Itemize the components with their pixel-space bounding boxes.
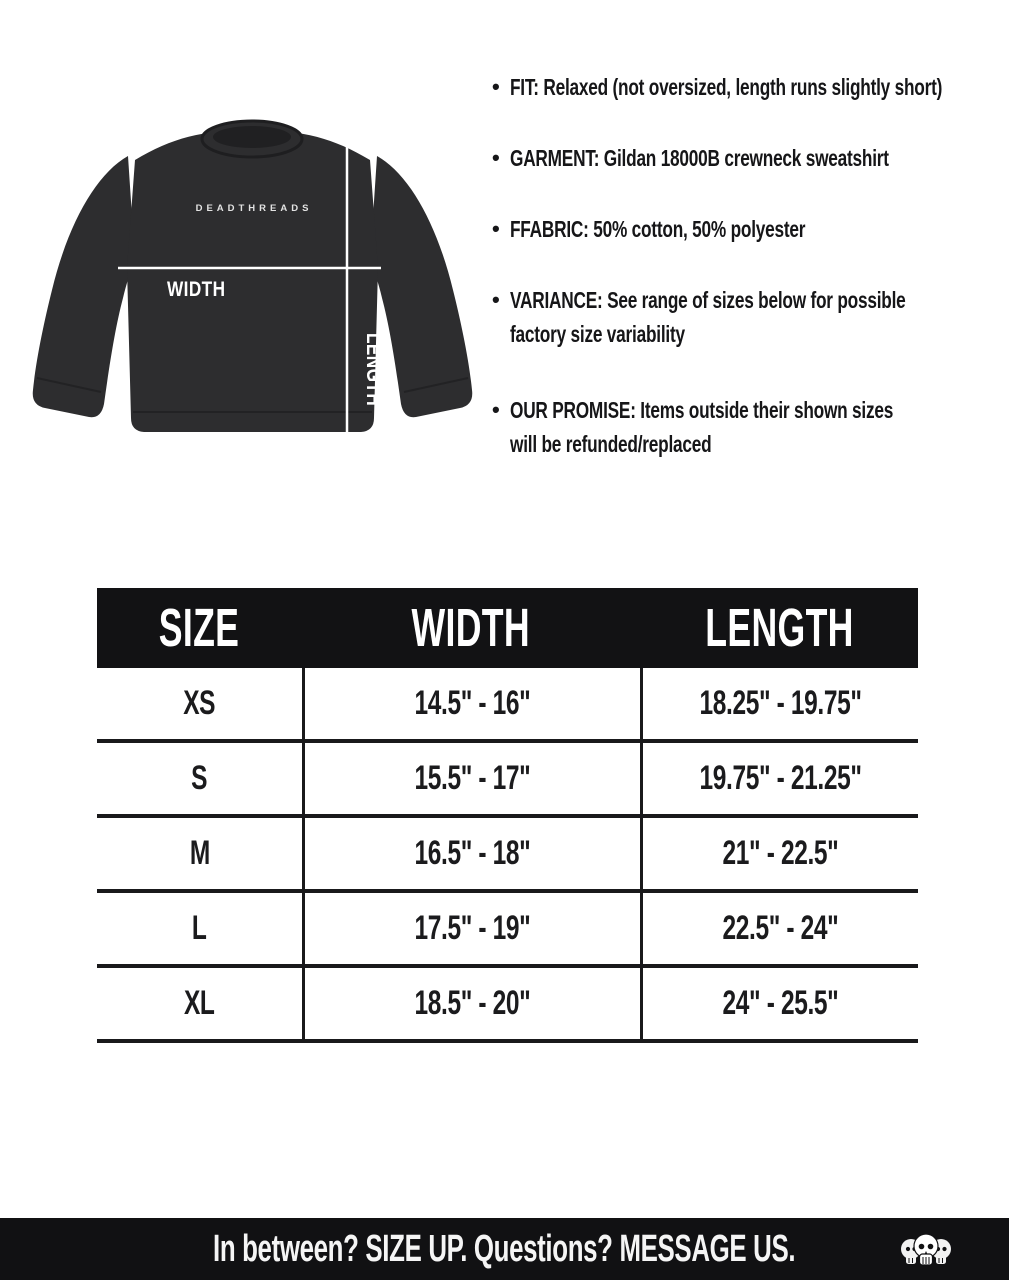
cell-length [640,968,918,1039]
size-value: XS [183,684,216,722]
product-details-list [492,70,1002,498]
cell-length [640,818,918,889]
brand-print: DEADTHREADS [195,203,313,214]
bullet-icon: • [492,216,500,241]
cell-size [97,743,302,814]
width-value: 14.5" - 16" [414,684,531,722]
size-value: S [191,759,208,797]
cell-width [302,818,640,889]
length-measure-label: LENGTH [361,333,385,407]
cell-size [97,968,302,1039]
bullet-item-fabric [492,212,1002,246]
bullet-icon: • [492,287,500,312]
size-value: L [192,909,207,947]
bullet-text: GARMENT: Gildan 18000B crewneck sweatshirt [510,145,889,171]
table-row-s [97,743,918,818]
three-skulls-icon [898,1230,954,1270]
width-value: 15.5" - 17" [414,759,531,797]
garment-diagram [15,85,483,477]
cell-size [97,668,302,739]
bullet-item-variance [492,283,1002,351]
table-row-xs [97,668,918,743]
cell-size [97,893,302,964]
length-value: 19.75" - 21.25" [699,759,862,797]
width-value: 18.5" - 20" [414,984,531,1022]
bullet-icon: • [492,397,500,422]
width-measure-label: WIDTH [167,278,226,302]
bullet-text: VARIANCE: See range of sizes below for possible [510,287,906,313]
header-cell-length: LENGTH [704,598,854,658]
header-cell-width: WIDTH [411,598,531,658]
cell-width [302,743,640,814]
length-value: 18.25" - 19.75" [699,684,862,722]
width-value: 16.5" - 18" [414,834,531,872]
bullet-text: will be refunded/replaced [510,431,712,457]
size-value: XL [184,984,215,1022]
sweatshirt-graphic [15,85,483,477]
size-table-body [97,668,918,1043]
cell-size [97,818,302,889]
width-value: 17.5" - 19" [414,909,531,947]
length-value: 24" - 25.5" [722,984,839,1022]
size-table-header-row [97,588,918,668]
length-value: 22.5" - 24" [722,909,839,947]
table-row-l [97,893,918,968]
bullet-icon: • [492,145,500,170]
bullet-text: factory size variability [510,321,685,347]
cell-width [302,893,640,964]
cell-length [640,893,918,964]
length-value: 21" - 22.5" [722,834,839,872]
sweatshirt-left-sleeve [33,156,135,417]
size-table [97,588,918,1043]
size-value: M [189,834,210,872]
cell-length [640,668,918,739]
bullet-icon: • [492,74,500,99]
collar-inner [213,126,291,148]
table-row-xl [97,968,918,1043]
bullet-text: FIT: Relaxed (not oversized, length runs slightly short) [510,74,943,100]
cell-length [640,743,918,814]
cell-width [302,968,640,1039]
bullet-text: OUR PROMISE: Items outside their shown sizes [510,397,894,423]
footer-bar [0,1218,1009,1280]
bullet-item-fit [492,70,1002,104]
cell-width [302,668,640,739]
table-row-m [97,818,918,893]
bullet-item-garment [492,141,1002,175]
bullet-text: FFABRIC: 50% cotton, 50% polyester [510,216,806,242]
header-cell-size: SIZE [159,598,240,658]
bullet-item-promise [492,393,1002,461]
sweatshirt-body [127,130,378,432]
footer-message: In between? SIZE UP. Questions? MESSAGE US. [213,1227,796,1270]
